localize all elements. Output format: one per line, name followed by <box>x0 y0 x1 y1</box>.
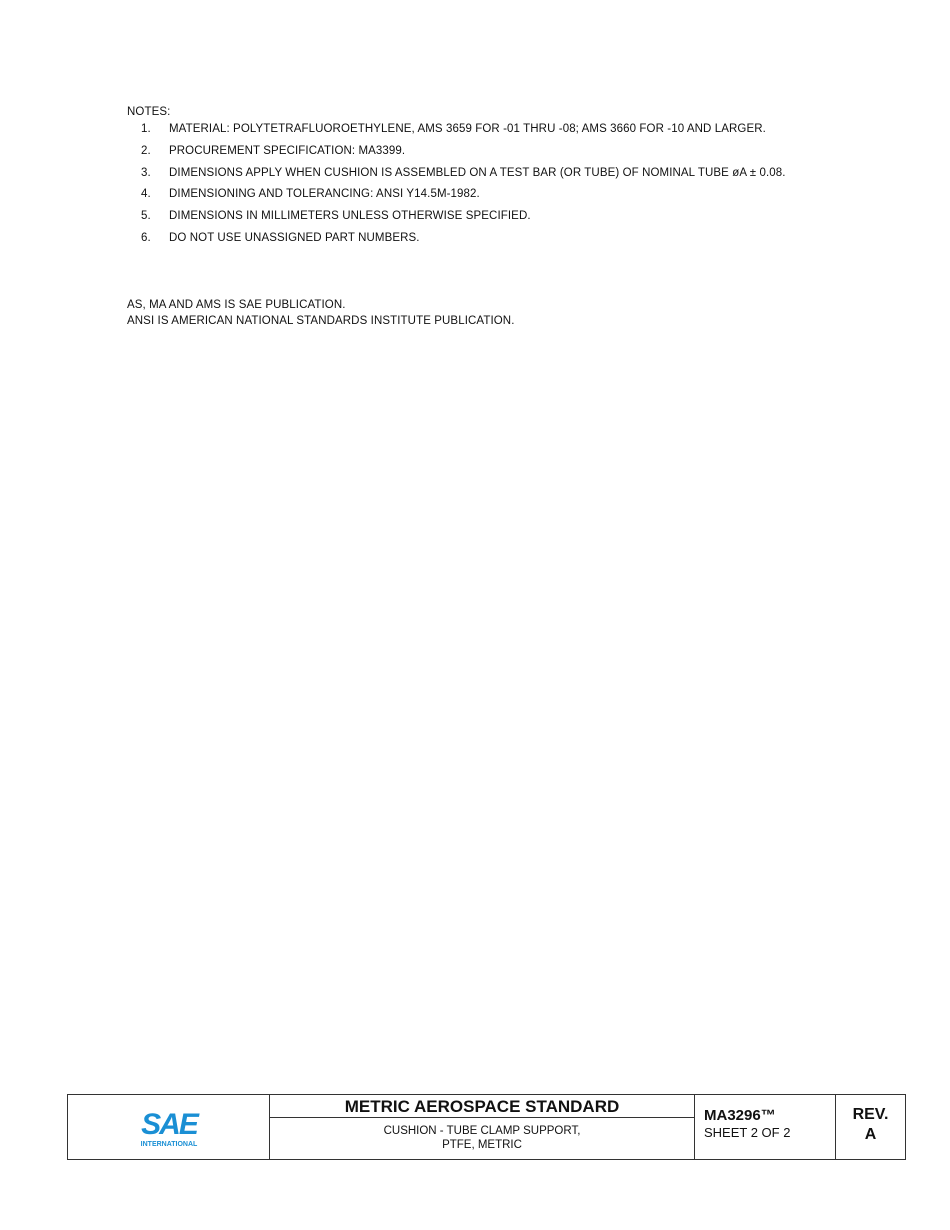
note-item <box>127 145 887 167</box>
note-text: DIMENSIONING AND TOLERANCING: ANSI Y14.5M-1982. <box>169 188 480 201</box>
notes-heading: NOTES: <box>127 106 171 118</box>
note-item <box>127 167 887 189</box>
note-text: DIMENSIONS IN MILLIMETERS UNLESS OTHERWISE SPECIFIED. <box>169 210 531 223</box>
logo-wordmark: SAE <box>140 1108 197 1141</box>
note-item <box>127 232 887 254</box>
publications-line: ANSI IS AMERICAN NATIONAL STANDARDS INSTITUTE PUBLICATION. <box>127 315 515 327</box>
note-item <box>127 123 887 145</box>
revision-cell <box>836 1095 905 1159</box>
logo-cell <box>68 1095 270 1159</box>
note-text: PROCUREMENT SPECIFICATION: MA3399. <box>169 144 406 157</box>
subtitle-line: PTFE, METRIC <box>442 1139 522 1151</box>
note-item <box>127 210 887 232</box>
notes-list <box>127 123 887 254</box>
revision-label: REV. <box>852 1106 889 1123</box>
note-item <box>127 188 887 210</box>
note-number: 5. <box>141 210 151 223</box>
logo-subtext: INTERNATIONAL <box>140 1141 197 1148</box>
title-block <box>67 1094 906 1160</box>
sae-logo <box>124 1106 214 1148</box>
notes-section <box>127 106 887 254</box>
publications-line: AS, MA AND AMS IS SAE PUBLICATION. <box>127 299 346 311</box>
revision-value: A <box>864 1126 877 1143</box>
document-subtitle <box>270 1118 694 1159</box>
document-number-cell <box>695 1095 836 1159</box>
subtitle-line: CUSHION - TUBE CLAMP SUPPORT, <box>383 1125 581 1137</box>
note-number: 1. <box>141 123 151 135</box>
note-number: 4. <box>141 188 151 201</box>
document-title: METRIC AEROSPACE STANDARD <box>270 1095 694 1118</box>
note-number: 3. <box>141 166 151 179</box>
document-number: MA3296™ <box>704 1107 776 1124</box>
note-text: MATERIAL: POLYTETRAFLUOROETHYLENE, AMS 3659 FOR -01 THRU -08; AMS 3660 FOR -10 AND LARGER. <box>169 123 766 135</box>
note-text: DO NOT USE UNASSIGNED PART NUMBERS. <box>169 231 420 244</box>
note-number: 2. <box>141 144 151 157</box>
note-text: DIMENSIONS APPLY WHEN CUSHION IS ASSEMBLED ON A TEST BAR (OR TUBE) OF NOMINAL TUBE øA ± 0.08. <box>169 166 786 179</box>
publications-note <box>127 297 514 329</box>
title-cell <box>270 1095 695 1159</box>
note-number: 6. <box>141 231 151 244</box>
sheet-indicator: SHEET 2 OF 2 <box>704 1125 791 1140</box>
